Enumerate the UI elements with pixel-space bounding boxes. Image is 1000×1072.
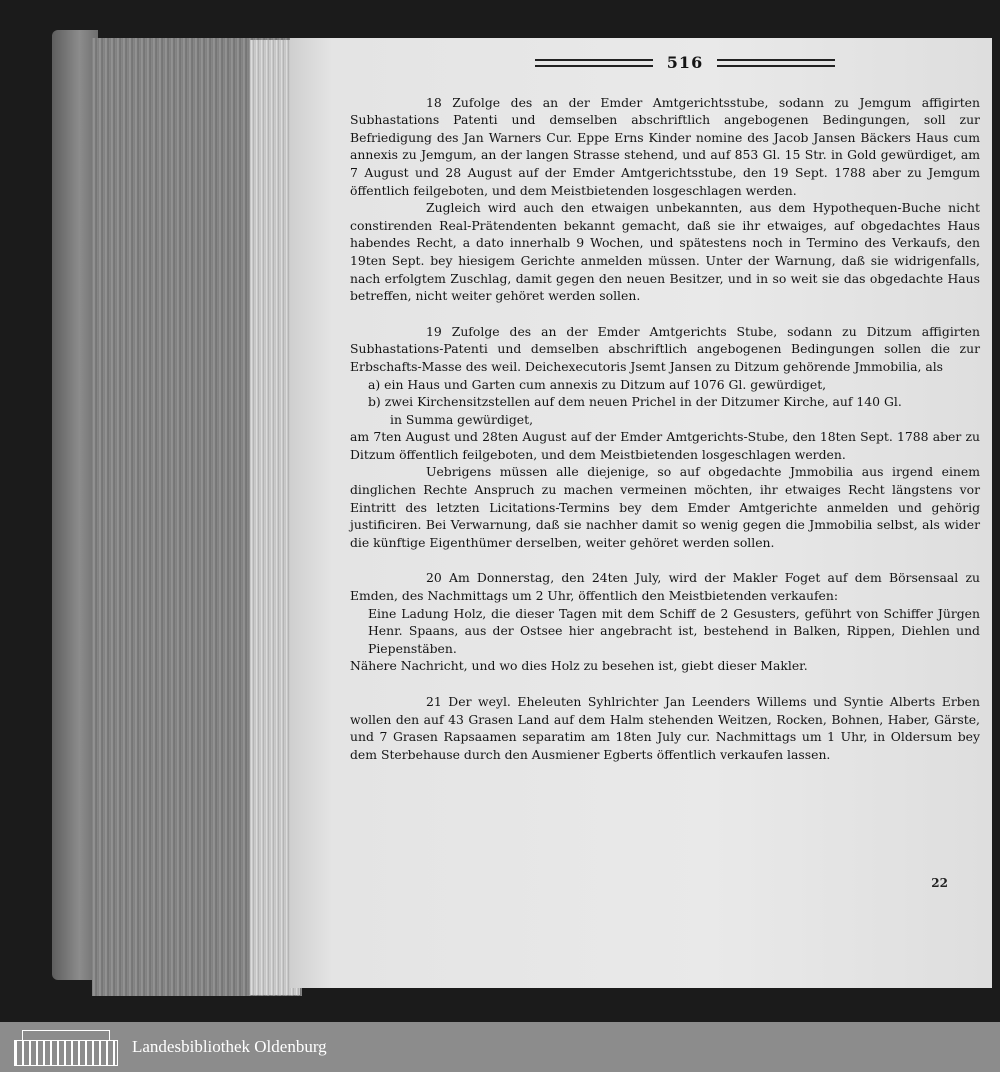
paragraph-20c: Nähere Nachricht, und wo dies Holz zu besehen ist, giebt dieser Makler. — [350, 658, 808, 674]
paragraph-18b: Zugleich wird auch den etwaigen unbekannten, aus dem Hypothequen-Buche nicht constirenden Real-Prätendenten bekannt gemacht, daß sie ihr etwaiges, auf obgedachtes Haus habendes Recht, a dato innerhalb 9 Wochen, und spätestens noch in Termino des Verkaufs, den 19ten Sept. bey hiesigem Gerichte anmelden müssen. Unter der Warnung, daß sie widrigenfalls, nach erfolgtem Zuschlag, damit gegen den neuen Besitzer, und in so weit sie das obgedachte Haus betreffen, nicht weiter gehöret werden sollen. — [350, 200, 980, 304]
paragraph-19e: am 7ten August und 28ten August auf der Emder Amtgerichts-Stube, den 18ten Sept. 1788 aber zu Ditzum öffentlich feilgeboten, und dem Meistbietenden losgeschlagen werden. — [350, 429, 980, 462]
paragraph-19a: 19 Zufolge des an der Emder Amtgerichts Stube, sodann zu Ditzum affigirten Subhastations-Patenti und demselben abschriftlich angebogenen Bedingungen sollen die zur Erbschafts-Masse des weil. Deichexecutoris Jsemt Jansen zu Ditzum gehörende Jmmobilia, als — [350, 323, 980, 374]
library-name: Landesbibliothek Oldenburg — [132, 1037, 327, 1056]
page-text — [350, 54, 980, 763]
page-number: 516 — [666, 53, 704, 72]
paragraph-19c: b) zwei Kirchensitzstellen auf dem neuen Prichel in der Ditzumer Kirche, auf 140 Gl. — [368, 394, 902, 410]
header-rule-right — [717, 59, 835, 67]
paragraph-21a: 21 Der weyl. Eheleuten Syhlrichter Jan Leenders Willems und Syntie Alberts Erben wollen den auf 43 Grasen Land auf dem Halm stehenden Weitzen, Rocken, Bohnen, Haber, Gärste, und 7 Grasen Rapsaamen separatim am 18ten July cur. Nachmittags um 1 Uhr, in Oldersum bey dem Sterbehause durch den Ausmiener Egberts öffentlich verkaufen lassen. — [350, 694, 980, 762]
library-building-icon — [10, 1028, 120, 1066]
header-rule-left — [535, 59, 653, 67]
paragraph-19b: a) ein Haus und Garten cum annexis zu Ditzum auf 1076 Gl. gewürdiget, — [368, 376, 827, 392]
paragraph-20b: Eine Ladung Holz, die dieser Tagen mit dem Schiff de 2 Gesusters, geführt von Schiffer Jürgen Henr. Spaans, aus der Ostsee hier angebracht ist, bestehend in Balken, Rippen, Diehlen und Piepenstäben. — [368, 605, 980, 656]
library-footer — [0, 1022, 1000, 1072]
page-signature: 22 — [931, 876, 948, 890]
page-header — [390, 54, 980, 72]
paragraph-18a: 18 Zufolge des an der Emder Amtgerichtsstube, sodann zu Jemgum affigirten Subhastations Patenti und demselben abschriftlich angebogenen Bedingungen, soll zur Befriedigung des Jan Warners Cur. Eppe Erns Kinder nomine des Jacob Jansen Bäckers Haus cum annexis zu Jemgum, an der langen Strasse stehend, und auf 853 Gl. 15 Str. in Gold gewürdiget, am 7 August und 28 August auf der Emder Amtgerichtsstube, den 19 Sept. 1788 aber zu Jemgum öffentlich feilgeboten, und dem Meistbietenden losgeschlagen werden. — [350, 94, 980, 198]
paragraph-19d: in Summa gewürdiget, — [390, 411, 534, 427]
book-page — [290, 38, 992, 988]
paragraph-19f: Uebrigens müssen alle diejenige, so auf obgedachte Jmmobilia aus irgend einem dinglichen Rechte Anspruch zu machen vermeinen möchten, ihr etwaiges Recht längstens vor Eintritt des letzten Licitations-Termins bey dem Emder Amtgerichte anmelden und gehörig justificiren. Bei Verwarnung, daß sie nachher damit so wenig gegen die Jmmobilia selbst, als wider die künftige Eigenthümer derselben, weiter gehöret werden sollen. — [350, 464, 980, 550]
paragraph-20a: 20 Am Donnerstag, den 24ten July, wird der Makler Foget auf dem Börsensaal zu Emden, des Nachmittags um 2 Uhr, öffentlich den Meistbietenden verkaufen: — [350, 570, 980, 604]
